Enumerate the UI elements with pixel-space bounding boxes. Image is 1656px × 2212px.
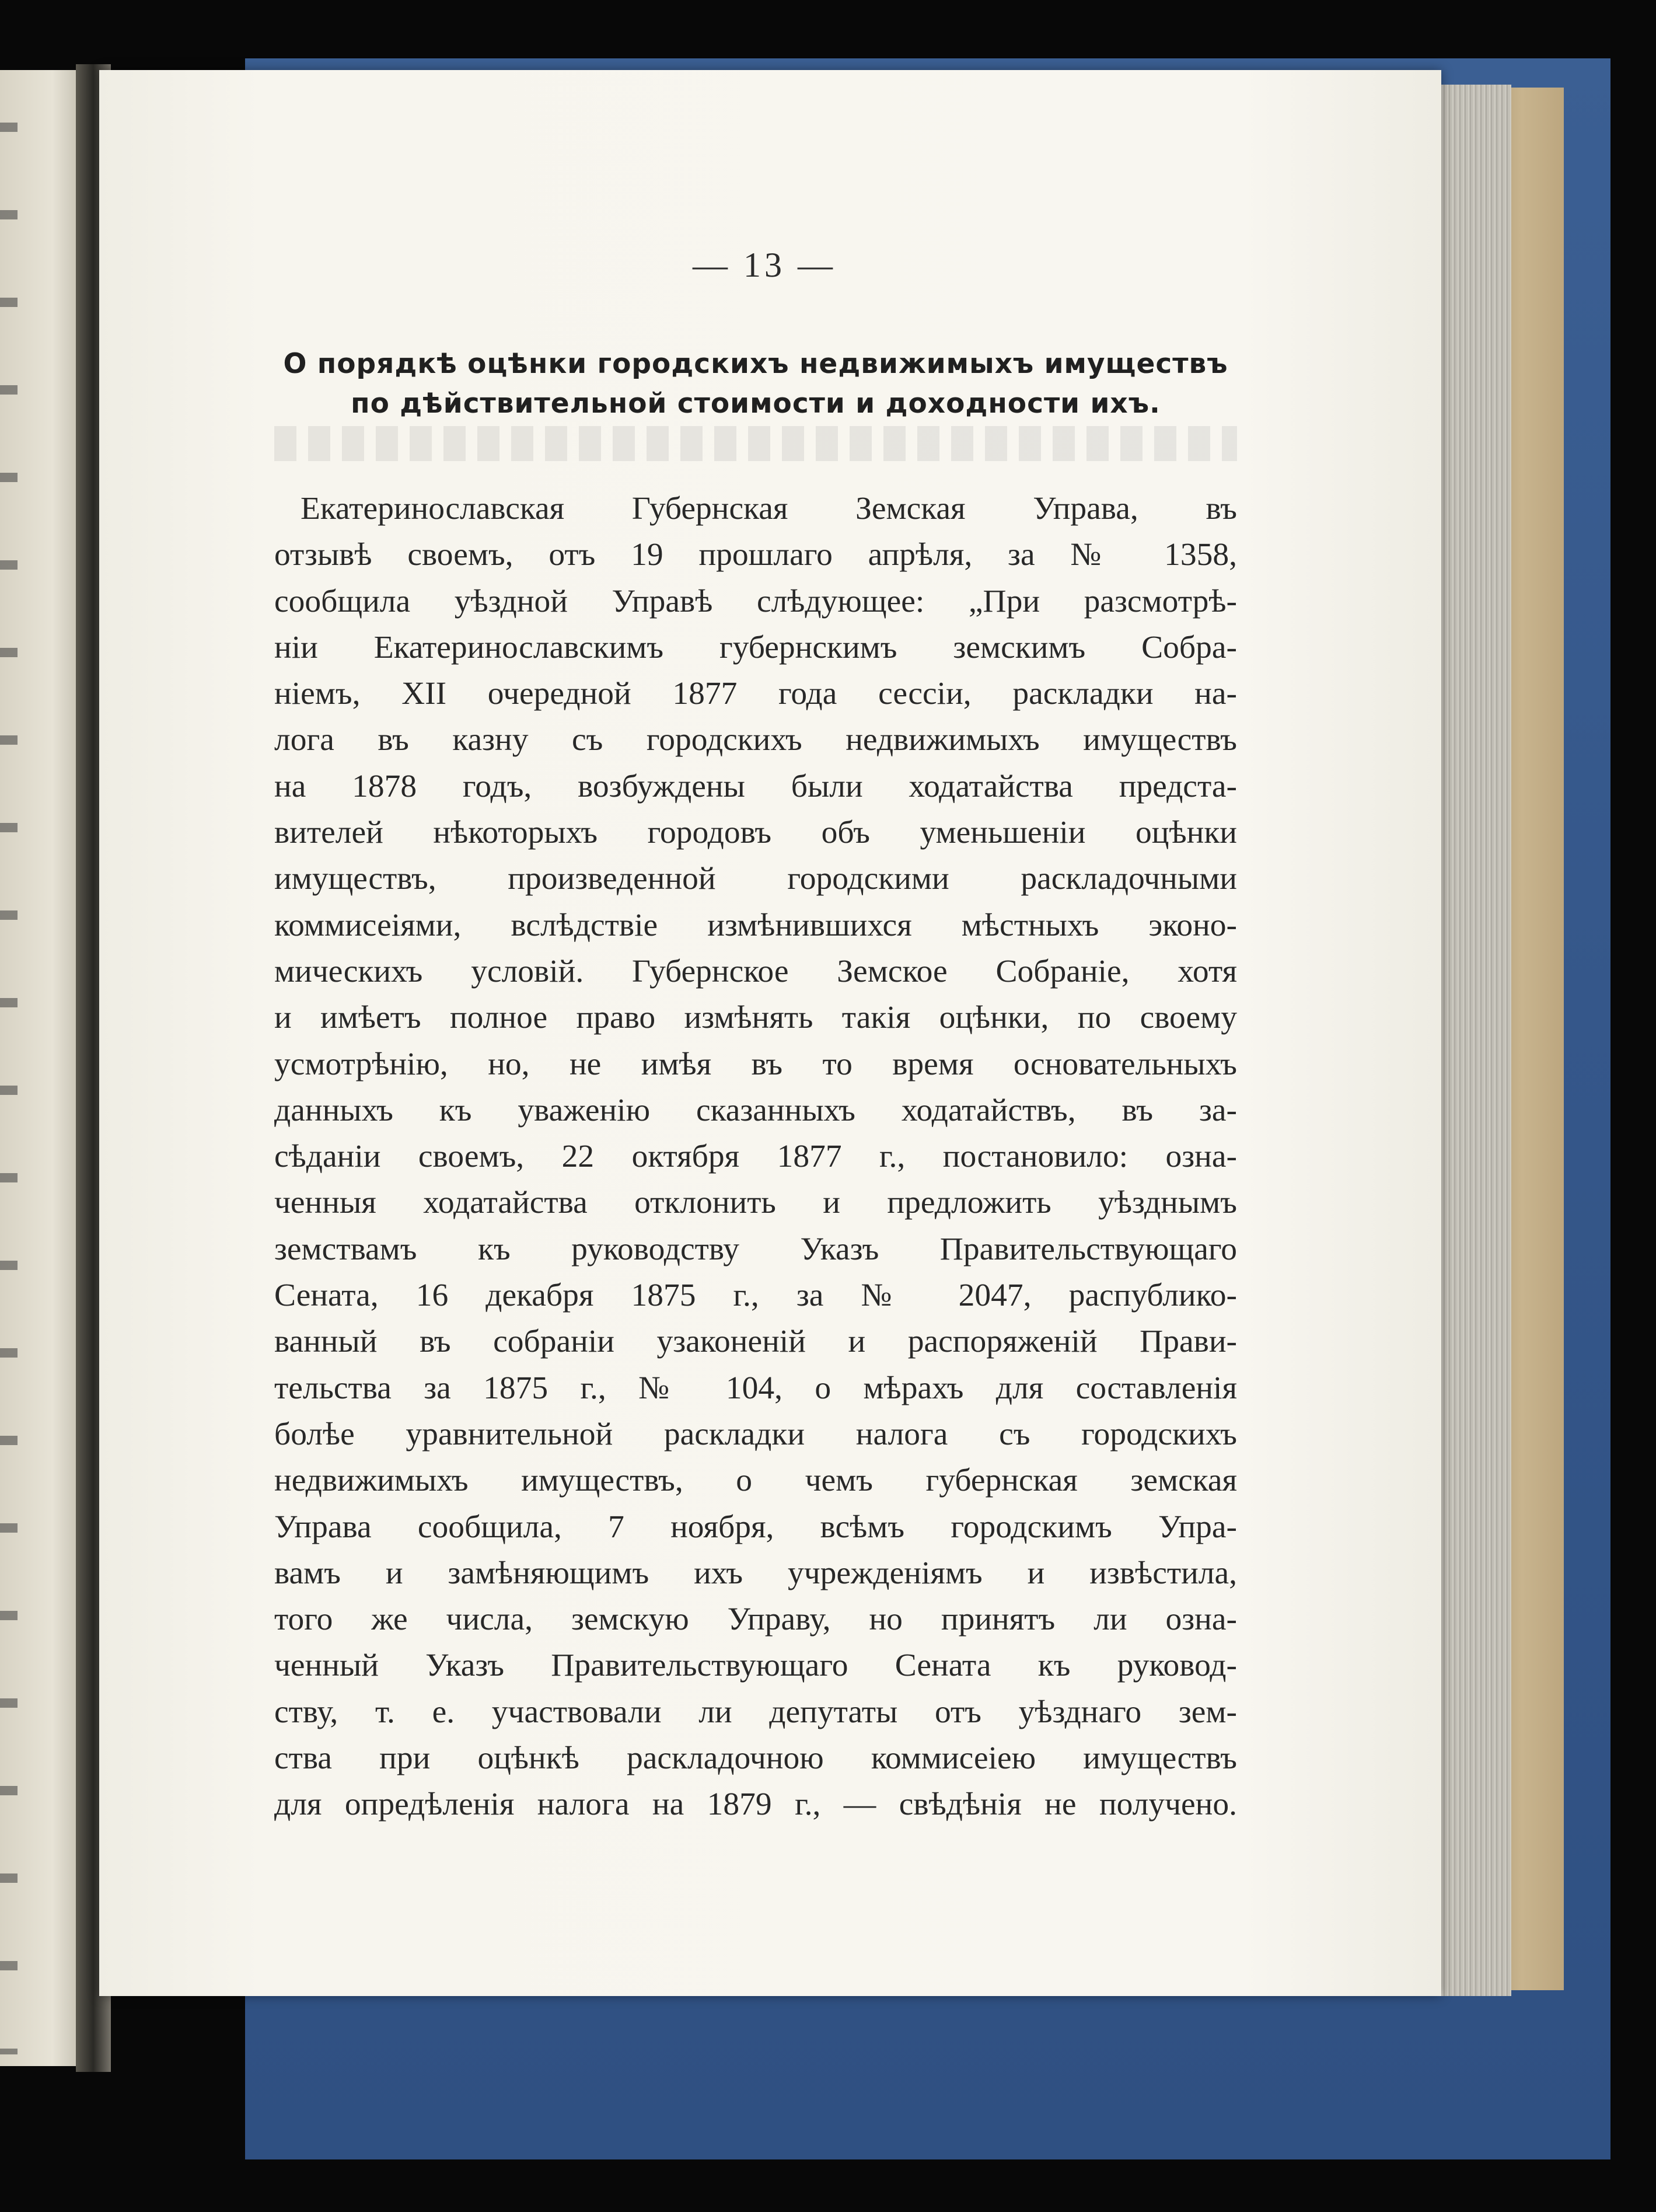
- text-line: сѣданіи своемъ, 22 октября 1877 г., постановило: озна-: [274, 1139, 1237, 1175]
- text-line: ченныя ходатайства отклонить и предложить уѣзднымъ: [274, 1185, 1237, 1221]
- text-line: ніемъ, XII очередной 1877 года сессіи, раскладки на-: [274, 676, 1237, 712]
- text-line: земствамъ къ руководству Указъ Правительствующаго: [274, 1231, 1237, 1267]
- text-line: вителей нѣкоторыхъ городовъ объ уменьшеніи оцѣнки: [274, 815, 1237, 851]
- text-line: болѣе уравнительной раскладки налога съ городскихъ: [274, 1416, 1237, 1452]
- page-number: — 13 —: [693, 246, 836, 284]
- body-paragraph: [274, 486, 1237, 1828]
- text-line: данныхъ къ уваженію сказанныхъ ходатайствъ, въ за-: [274, 1092, 1237, 1128]
- text-line: того же числа, земскую Управу, но принятъ ли озна-: [274, 1602, 1237, 1638]
- text-line: ванный въ собраніи узаконеній и распоряженій Прави-: [274, 1324, 1237, 1360]
- text-line: Сената, 16 декабря 1875 г., за № 2047, распублико-: [274, 1278, 1237, 1314]
- text-line: усмотрѣнію, но, не имѣя въ то время основательныхъ: [274, 1046, 1237, 1082]
- text-line: ства при оцѣнкѣ раскладочною коммисеіею имуществъ: [274, 1740, 1237, 1777]
- page-edges: [1435, 85, 1511, 1996]
- book-page: [99, 70, 1441, 1996]
- text-line: для опредѣленія налога на 1879 г., — свѣдѣнія не получено.: [274, 1787, 1237, 1823]
- text-line: сообщила уѣздной Управѣ слѣдующее: „При разсмотрѣ-: [274, 583, 1237, 619]
- text-line: ству, т. е. участвовали ли депутаты отъ уѣзднаго зем-: [274, 1694, 1237, 1730]
- text-line: и имѣетъ полное право измѣнять такія оцѣнки, по своему: [274, 1000, 1237, 1036]
- text-line: лога въ казну съ городскихъ недвижимыхъ имуществъ: [274, 722, 1237, 758]
- text-line: имуществъ, произведенной городскими раскладочными: [274, 861, 1237, 897]
- text-line: отзывѣ своемъ, отъ 19 прошлаго апрѣля, за № 1358,: [274, 537, 1237, 573]
- heading-line: по дѣйствительной стоимости и доходности ихъ.: [351, 388, 1161, 420]
- text-line: мическихъ условій. Губернское Земское Собраніе, хотя: [274, 953, 1237, 989]
- section-heading: [268, 344, 1243, 424]
- text-line: ніи Екатеринославскимъ губернскимъ земскимъ Собра-: [274, 629, 1237, 665]
- text-line: коммисеіями, вслѣдствіе измѣнившихся мѣстныхъ эконо-: [274, 907, 1237, 943]
- text-line: ченный Указъ Правительствующаго Сената къ руковод-: [274, 1648, 1237, 1684]
- bleed-through: [274, 426, 1237, 461]
- text-line: вамъ и замѣняющимъ ихъ учрежденіямъ и извѣстила,: [274, 1555, 1237, 1591]
- heading-line: О порядкѣ оцѣнки городскихъ недвижимыхъ имуществъ: [283, 348, 1228, 380]
- text-line: Екатеринославская Губернская Земская Управа, въ: [301, 491, 1237, 526]
- text-line: на 1878 годъ, возбуждены были ходатайства предста-: [274, 768, 1237, 804]
- text-line: тельства за 1875 г., № 104, о мѣрахъ для составленія: [274, 1370, 1237, 1406]
- facing-page-text: [0, 82, 18, 2054]
- text-line: Управа сообщила, 7 ноября, всѣмъ городскимъ Упра-: [274, 1509, 1237, 1545]
- text-line: недвижимыхъ имуществъ, о чемъ губернская земская: [274, 1463, 1237, 1499]
